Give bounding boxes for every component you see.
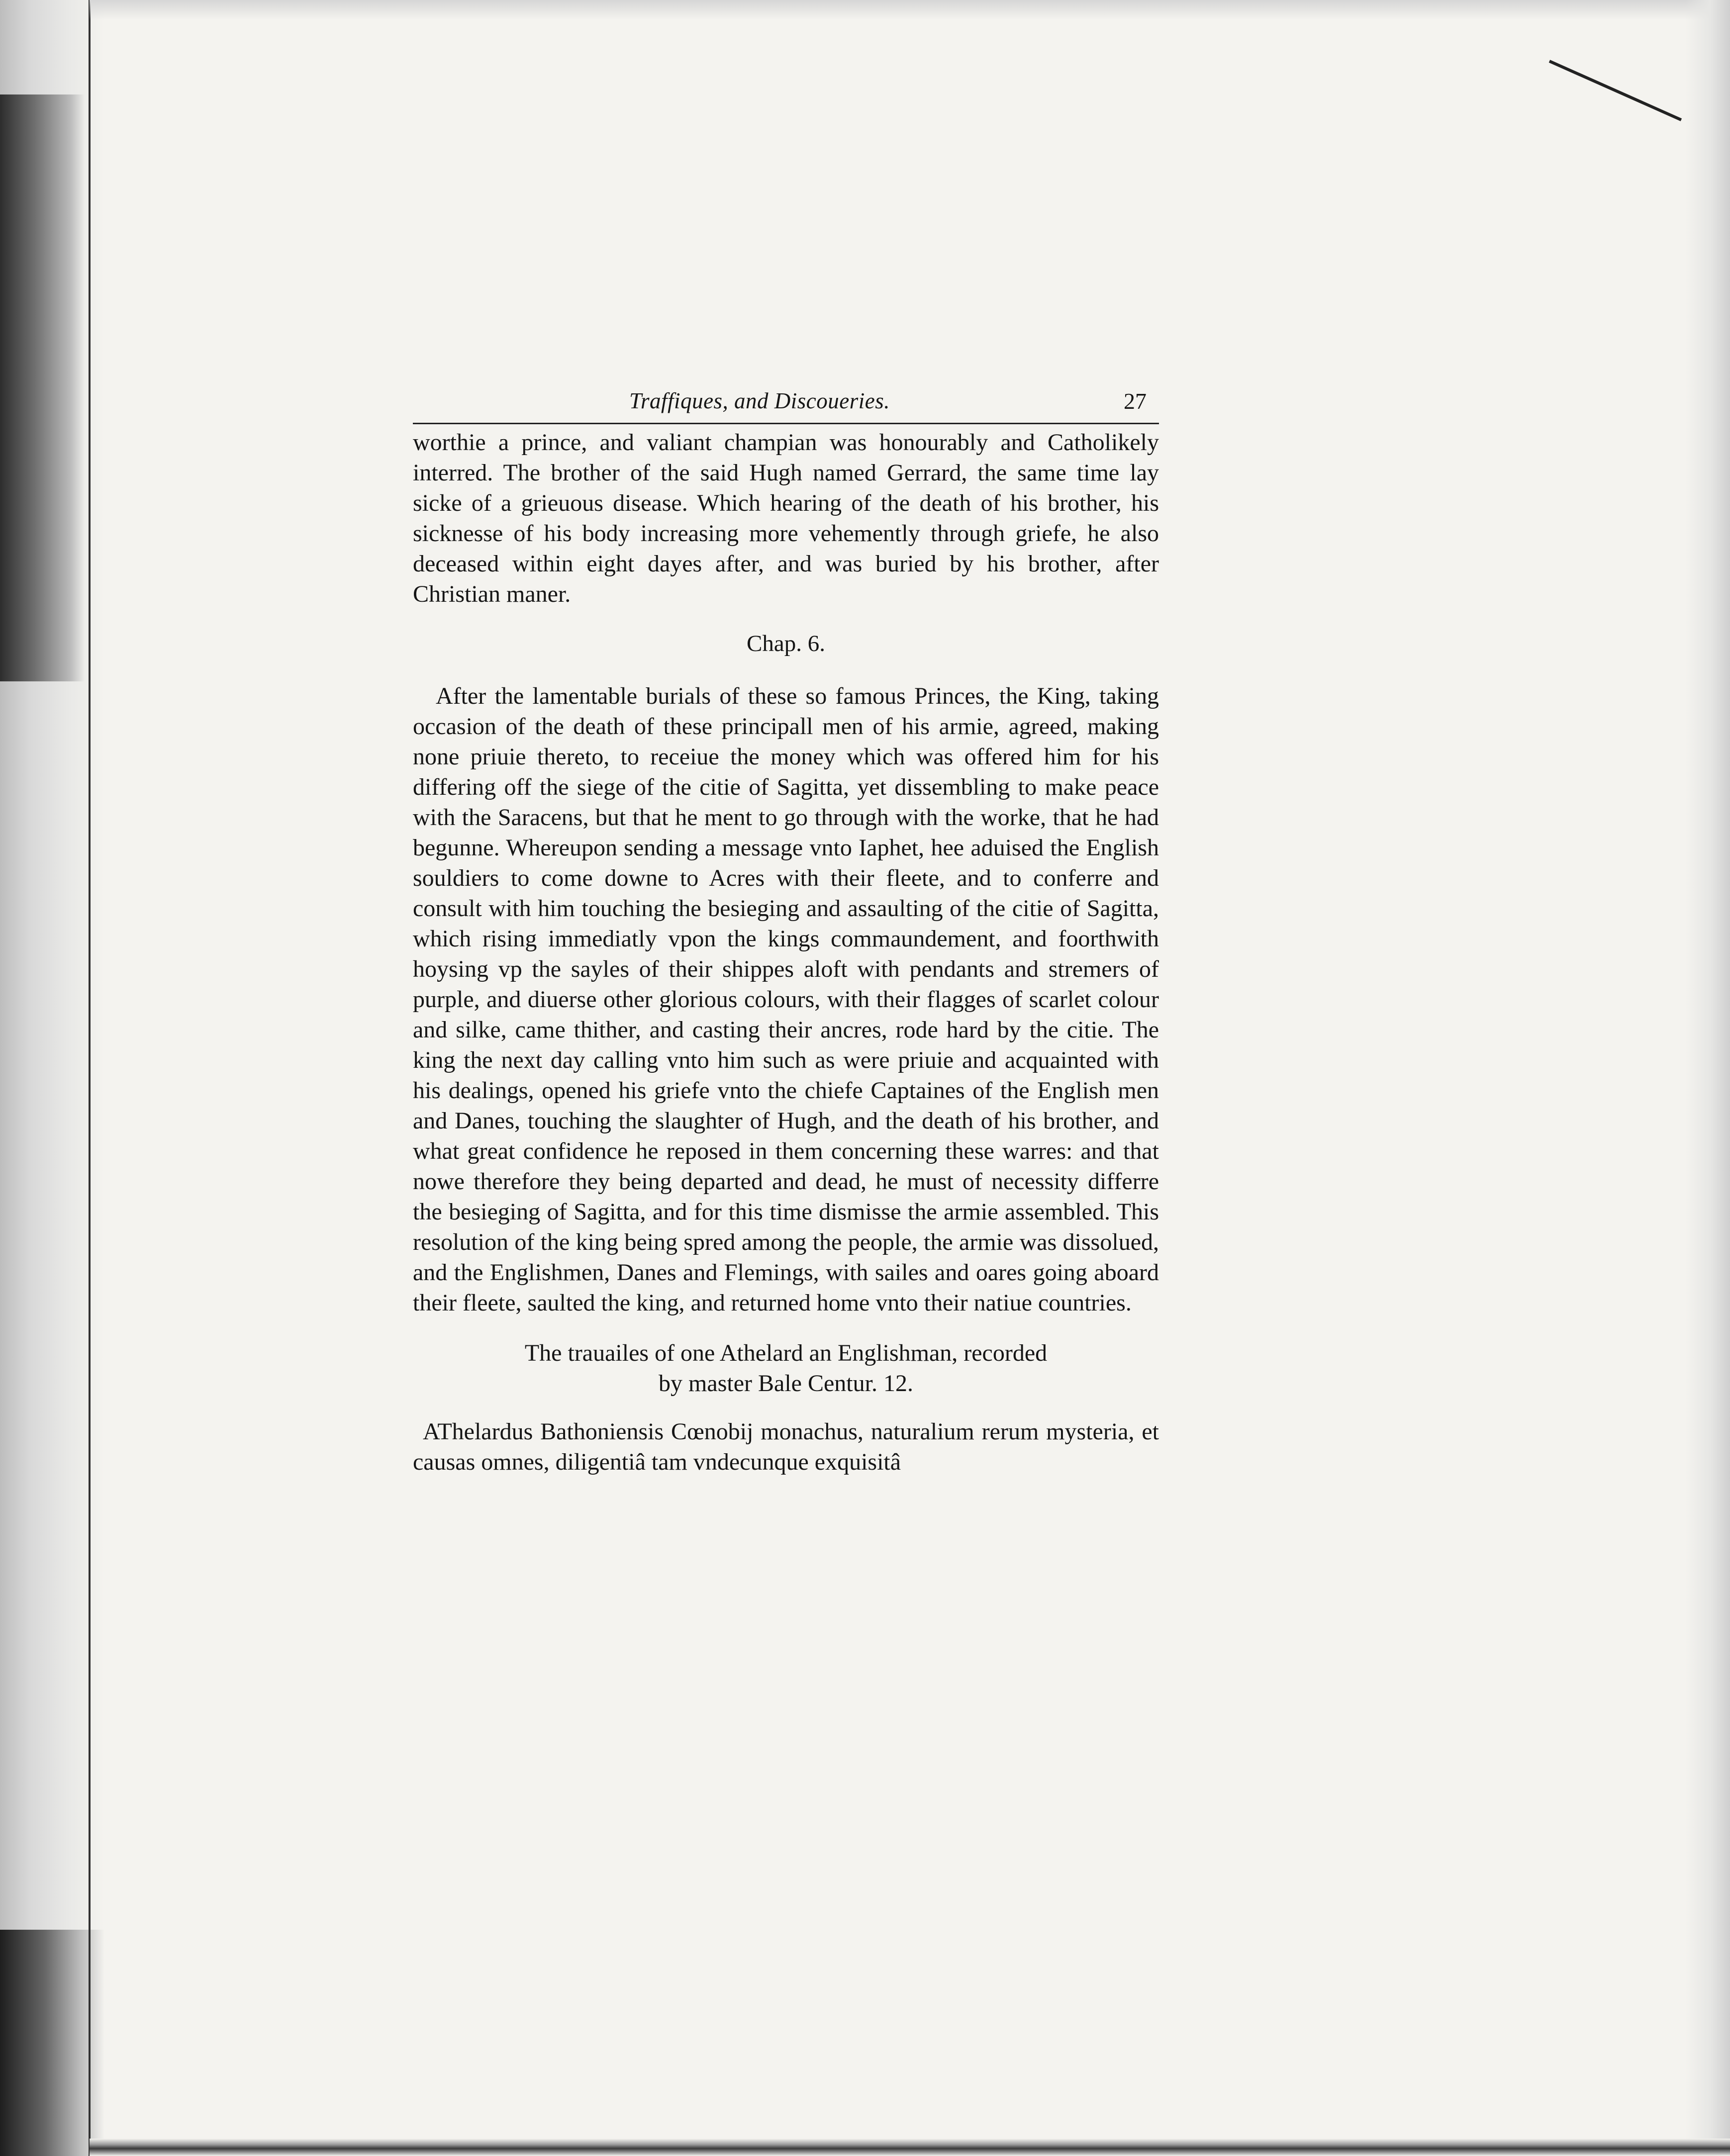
scan-spine-line	[89, 0, 91, 2156]
paragraph-latin: AThelardus Bathoniensis Cœnobij monachus, naturalium rerum mysteria, et causas omnes, diligentiâ tam vndecunque exquisitâ	[413, 1418, 1159, 1475]
scan-corner-mark	[1549, 60, 1682, 121]
chapter-heading: Chap. 6.	[747, 631, 825, 656]
page-number: 27	[1124, 388, 1147, 414]
scan-top-edge	[90, 0, 1730, 20]
scan-binding-shadow-top	[0, 94, 85, 681]
scan-bottom-edge	[90, 2139, 1730, 2156]
section-title-line-2: by master Bale Centur. 12.	[659, 1370, 913, 1397]
book-page	[413, 388, 1159, 1477]
running-head	[413, 388, 1159, 423]
section-title	[413, 1338, 1159, 1399]
section-title-line-1: The trauailes of one Athelard an Englishman, recorded	[524, 1340, 1048, 1366]
running-title: Traffiques, and Discoueries.	[629, 388, 890, 413]
scan-right-edge	[1685, 0, 1730, 2156]
header-rule	[413, 423, 1159, 424]
paragraph-continued: worthie a prince, and valiant champian was honourably and Catholikely interred. The brother of the said Hugh named Gerrard, the same time lay sicke of a grieuous disease. Which hearing of the death of his brother, his sicknesse of his body increasing more vehemently through griefe, he also deceased within eight dayes after, and was buried by his brother, after Christian maner.	[413, 429, 1159, 607]
paragraph-chapter-6: After the lamentable burials of these so famous Princes, the King, taking occasion of the death of these principall men of his armie, agreed, making none priuie thereto, to receiue the money which was offered him for his differing off the siege of the citie of Sagitta, yet dissembling to make peace with the Saracens, but that he ment to go through with the worke, that he had begunne. Whereupon sending a message vnto Iaphet, hee aduised the English souldiers to come downe to Acres with their fleete, and to conferre and consult with him touching the besieging and assaulting of the citie of Sagitta, which rising immediatly vpon the kings commaundement, and foorthwith hoysing vp the sayles of their shippes aloft with pendants and stremers of purple, and diuerse other glorious colours, with their flagges of scarlet colour and silke, came thither, and casting their ancres, rode hard by the citie. The king the next day calling vnto him such as were priuie and acquainted with his dealings, opened his griefe vnto the chiefe Captaines of the English men and Danes, touching the slaughter of Hugh, and the death of his brother, and what great confidence he reposed in them concerning these warres: and that nowe therefore they being departed and dead, he must of necessity differre the besieging of Sagitta, and for this time dismisse the armie assembled. This resolution of the king being spred among the people, the armie was dissolued, and the Englishmen, Danes and Flemings, with sailes and oares going aboard their fleete, saulted the king, and returned home vnto their natiue countries.	[413, 683, 1159, 1316]
